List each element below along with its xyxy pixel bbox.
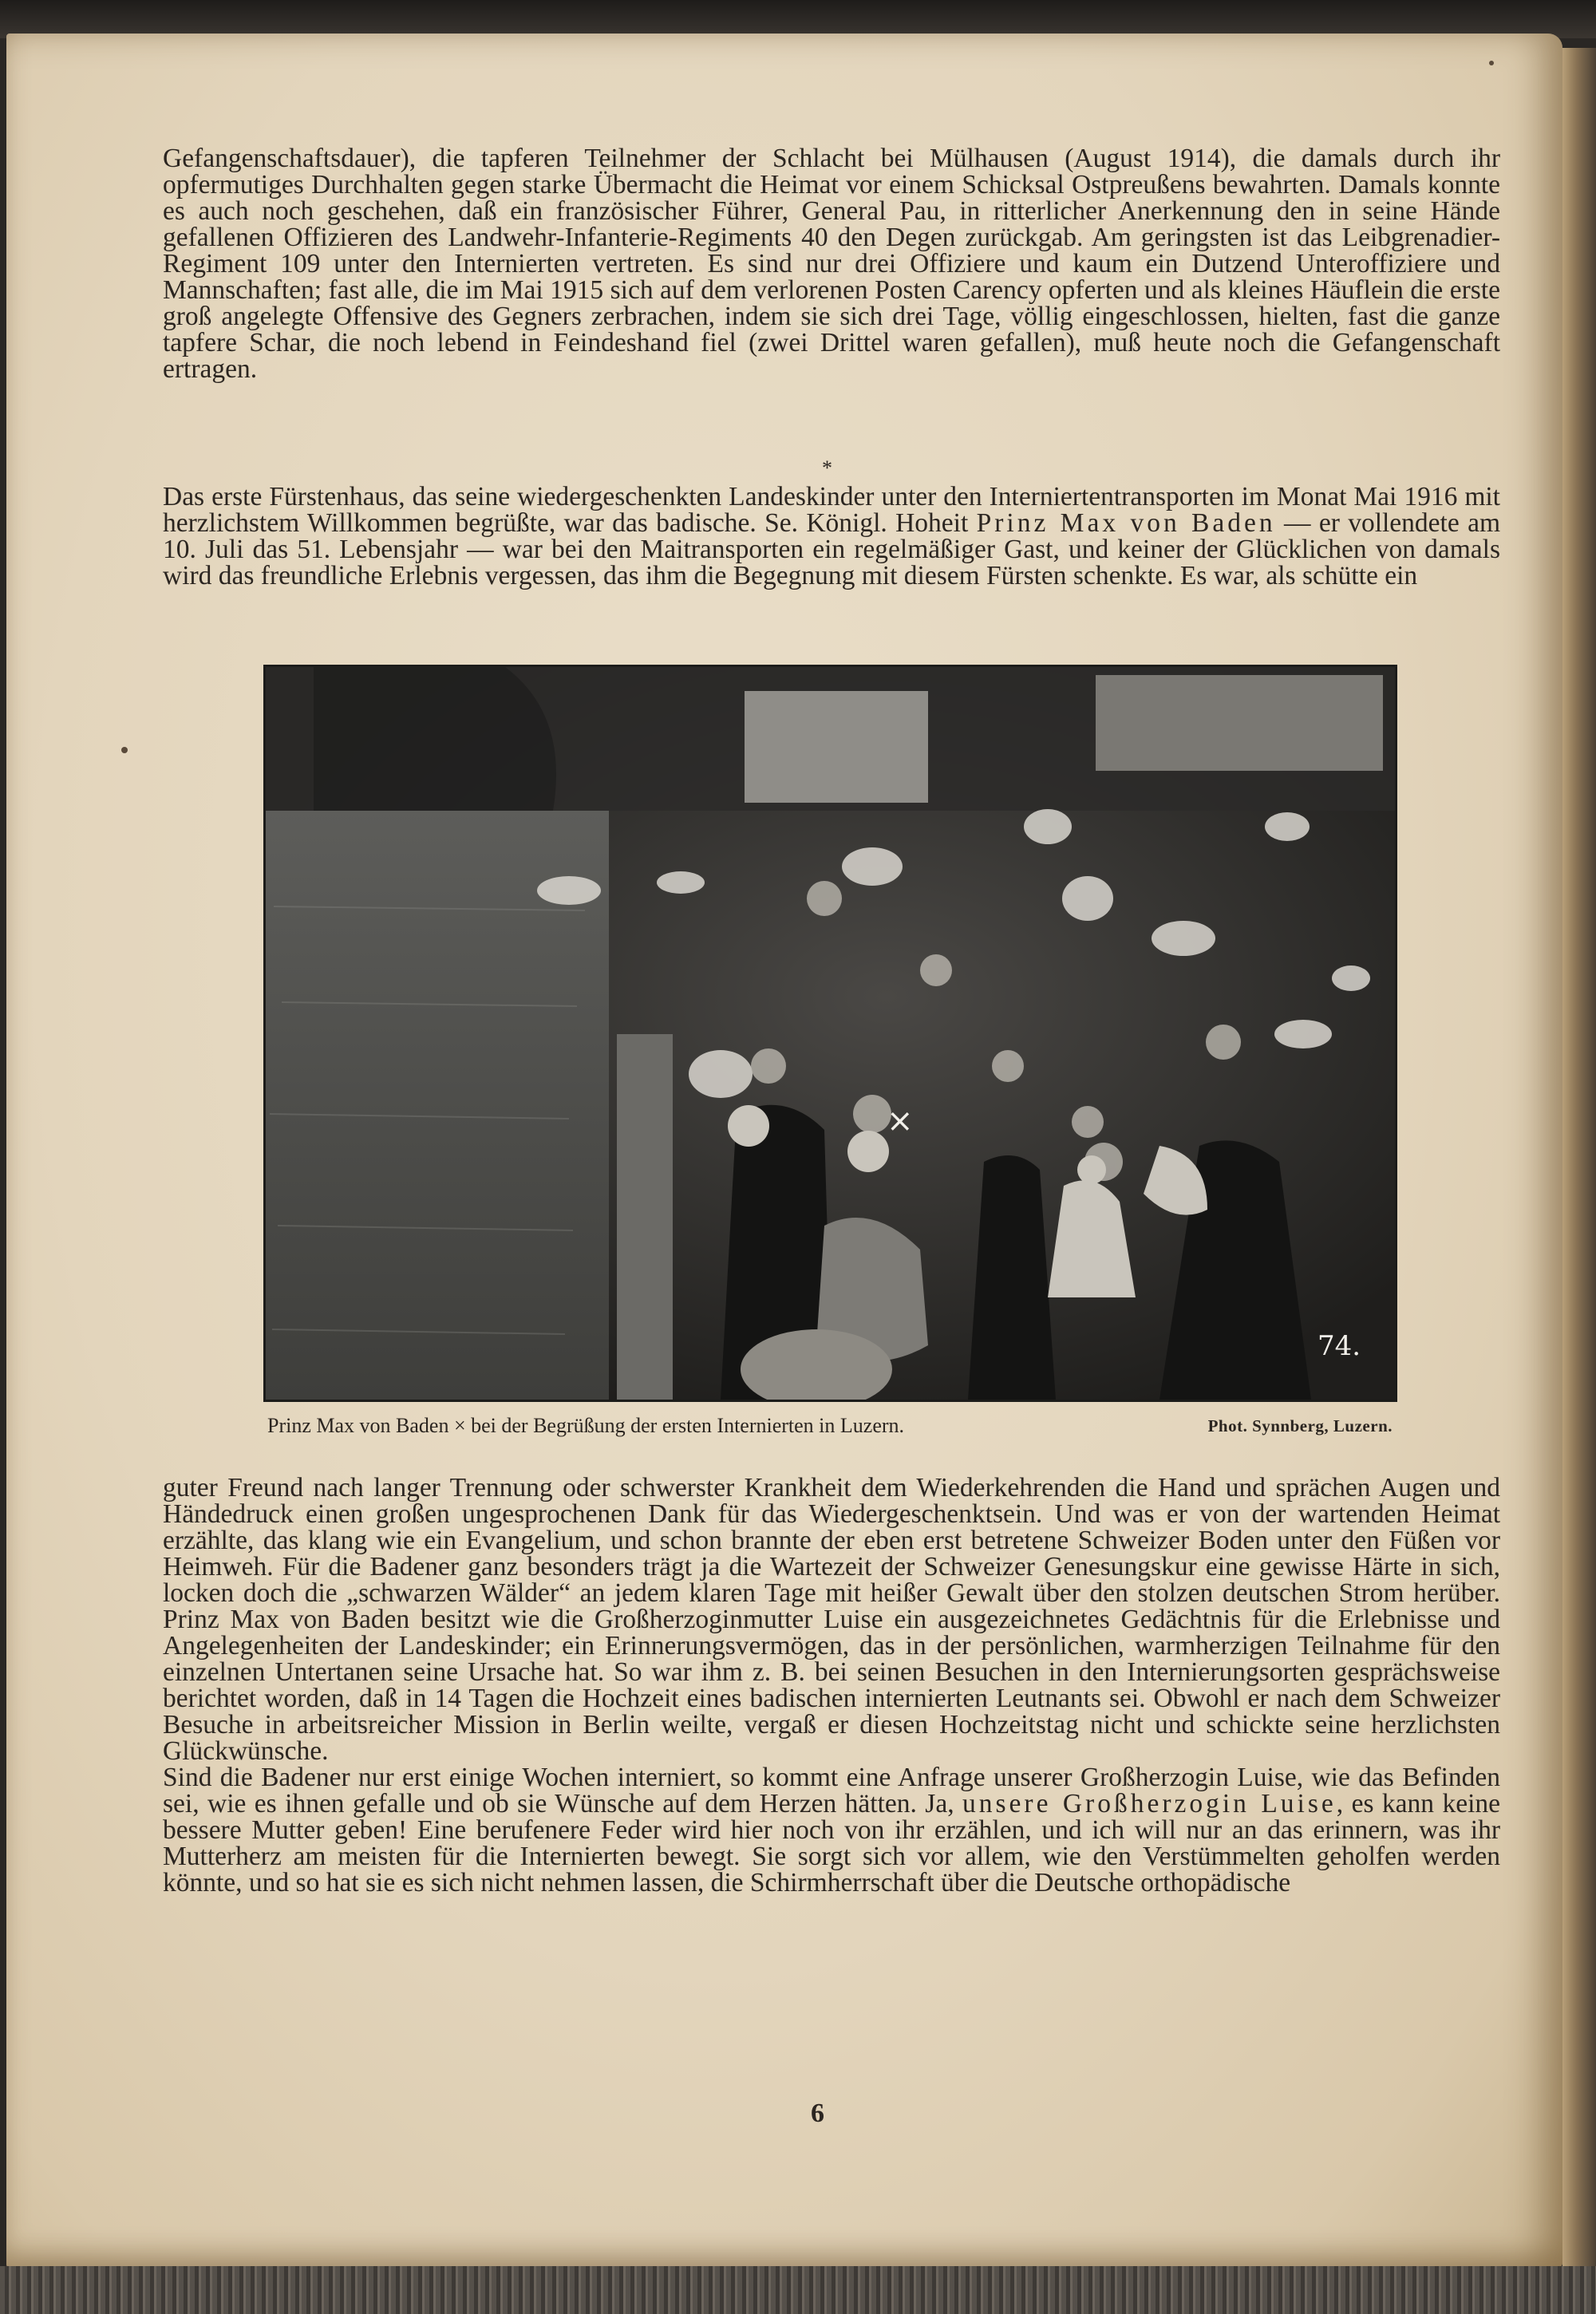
paragraph-text: Das erste Fürstenhaus, das seine wiedergeschenkten Landeskinder unter den Interniertentransporten im Monat Mai 1916 mit herzlichstem Willkommen begrüßte, war das badische. Se. Königl. Hoheit (163, 482, 1500, 538)
page-number: 6 (811, 2099, 824, 2128)
photo-caption (267, 1414, 1393, 1438)
emphasized-name: unsere Großherzogin Luise (962, 1789, 1337, 1818)
paragraph-text: — er vollendete am 10. Juli das 51. Lebensjahr — war bei den Maitransporten ein regelmäßiger Gast, und keiner der Glücklichen von damals wird das freundliche Erlebnis vergessen, das ihm die Begegnung mit diesem Fürsten schenkte. Es war, als schütte ein (163, 508, 1500, 590)
paragraph-prince-max (163, 484, 1500, 589)
page-edge (1562, 48, 1596, 2266)
paragraph-grossherzogin (163, 1764, 1500, 1896)
section-separator: * (822, 456, 832, 480)
paragraph-regiments: Gefangenschaftsdauer), die tapferen Teilnehmer der Schlacht bei Mülhausen (August 1914), die damals durch ihr opfermutiges Durchhalten gegen starke Übermacht die Heimat vor einem Schicksal Ostpreußens bewahrten. Damals konnte es auch noch geschehen, daß ein französischer Führer, General Pau, in ritterlicher Anerkennung den in seine Hände gefallenen Offizieren des Landwehr-Infanterie-Regiments 40 den Degen zurückgab. Am geringsten ist das Leibgrenadier-Regiment 109 unter den Internierten vertreten. Es sind nur drei Offiziere und kaum ein Dutzend Unteroffiziere und Mannschaften; fast alle, die im Mai 1915 sich auf dem verlorenen Posten Carency opferten und als kleines Häuflein die erste groß angelegte Offensive des Gegners zerbrachen, indem sie sich drei Tage, völlig eingeschlossen, hielten, fast die ganze tapfere Schar, die noch lebend in Feindeshand fiel (zwei Drittel waren gefallen), muß heute noch die Gefangenschaft ertragen. (163, 144, 1500, 384)
margin-mark (121, 747, 128, 753)
paragraph-text: , es kann keine bessere Mutter geben! Eine berufenere Feder wird hier noch von ihr erzählen, und ich will nur an das erinnern, was ihr Mutterherz am meisten für die Internierten bewegt. Sie sorgt sich vor allem, wie den Verstümmelten geholfen werden könnte, und so hat sie es sich nicht nehmen lassen, die Schirmherrschaft über die Deutsche orthopädische (163, 1789, 1500, 1897)
photo-credit: Phot. Synnberg, Luzern. (1207, 1416, 1393, 1435)
paragraph-block-lower (163, 1475, 1500, 1896)
margin-mark (1489, 61, 1494, 65)
photo-plate-number: 74. (1317, 1330, 1361, 1362)
caption-text: Prinz Max von Baden × bei der Begrüßung der ersten Internierten in Luzern. (267, 1414, 905, 1437)
scan-background-bottom (0, 2266, 1596, 2314)
photo-marker-x: × (887, 1103, 914, 1139)
photograph (263, 665, 1397, 1402)
photo-crowd-illustration (266, 667, 1395, 1400)
emphasized-name: Prinz Max von Baden (976, 508, 1276, 538)
paragraph-text: Sind die Badener nur erst einige Wochen interniert, so kommt eine Anfrage unserer Großherzogin Luise, wie das Befinden sei, wie es ihnen gefalle und ob sie Wünsche auf dem Herzen hätten. Ja, (163, 1763, 1500, 1818)
scan-background-top (0, 0, 1596, 38)
paragraph-badener: guter Freund nach langer Trennung oder schwerster Krankheit dem Wiederkehrenden die Hand und sprächen Augen und Händedruck einen großen ungesprochenen Dank für das Wiedergeschenktsein. Und was er von der wartenden Heimat erzählte, das klang wie ein Evangelium, und schon brannte der eben erst betretene Schweizer Boden unter den Füßen vor Heimweh. Für die Badener ganz besonders trägt ja die Wartezeit der Schweizer Genesungskur eine gewisse Härte in sich, locken doch die „schwarzen Wälder“ an jedem klaren Tage mit heißer Gewalt über den stolzen deutschen Strom herüber. Prinz Max von Baden besitzt wie die Großherzoginmutter Luise ein ausgezeichnetes Gedächtnis für die Erlebnisse und Angelegenheiten der Landeskinder; ein Erinnerungsvermögen, das in der persönlichen, warmherzigen Teilnahme für den einzelnen Untertanen seine Ursache hat. So war ihm z. B. bei seinen Besuchen in den Internierungsorten gesprächsweise berichtet worden, daß in 14 Tagen die Hochzeit eines badischen internierten Leutnants sei. Obwohl er nach dem Schweizer Besuche in arbeitsreicher Mission in Berlin weilte, vergaß er diesen Hochzeitstag nicht und schickte seine herzlichsten Glückwünsche. (163, 1473, 1500, 1766)
